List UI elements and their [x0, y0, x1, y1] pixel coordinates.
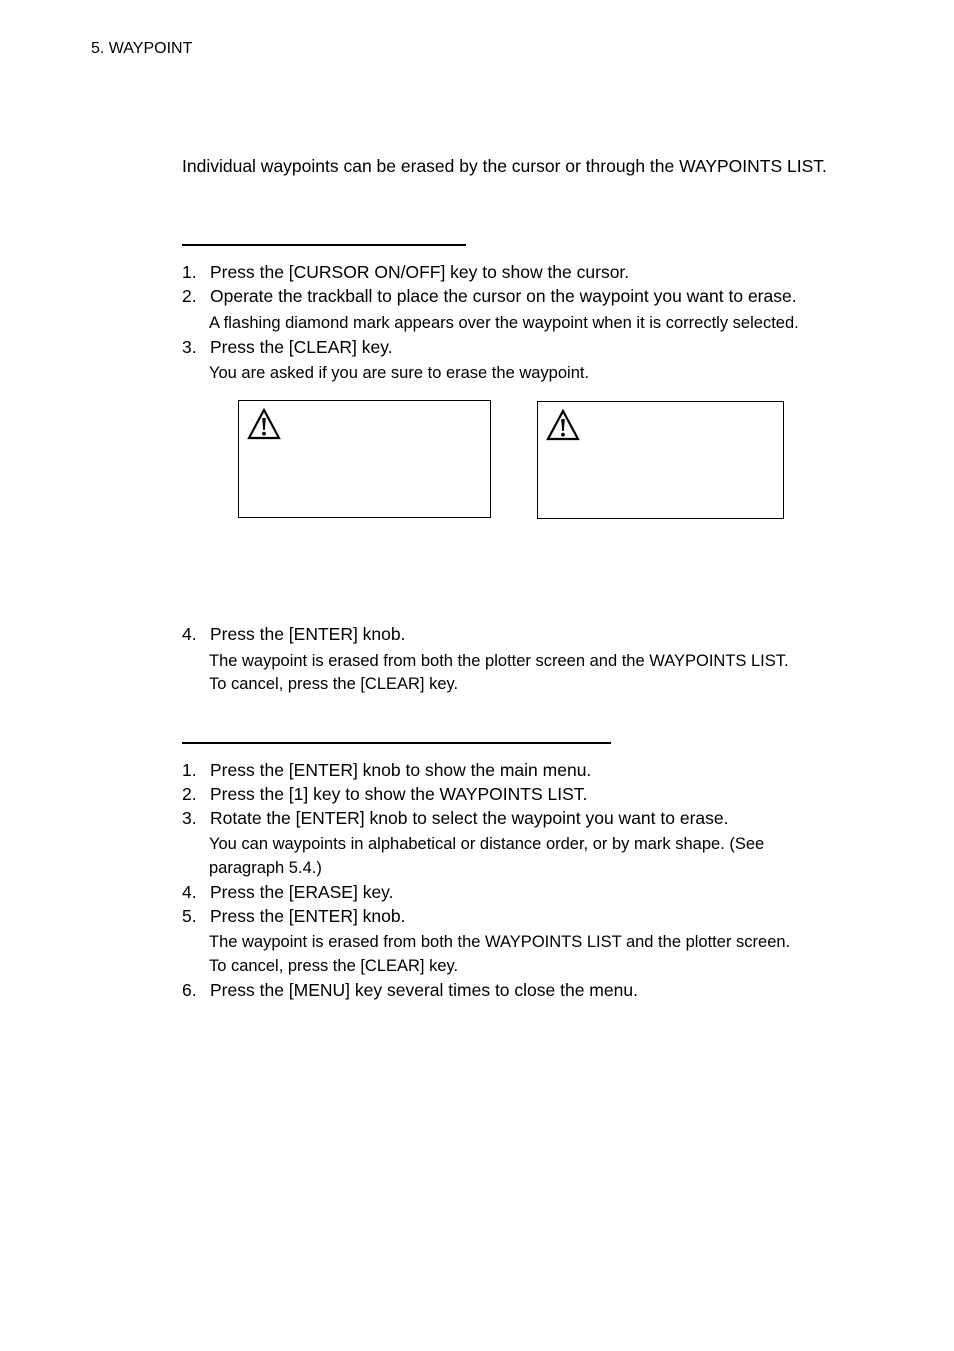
chapter-header: 5. WAYPOINT	[91, 40, 193, 57]
step-number: 6.	[182, 980, 197, 1000]
step-number: 4.	[182, 882, 197, 902]
step-text: Press the [ENTER] knob.	[210, 624, 406, 644]
step-note: paragraph 5.4.)	[209, 859, 322, 877]
step-note: The waypoint is erased from both the WAYPOINTS LIST and the plotter screen.	[209, 933, 791, 951]
step-text: Press the [MENU] key several times to close the menu.	[210, 980, 638, 1000]
step-number: 1.	[182, 760, 197, 780]
step-number: 1.	[182, 262, 197, 282]
step-number: 3.	[182, 808, 197, 828]
step-note: A flashing diamond mark appears over the waypoint when it is correctly selected.	[209, 314, 799, 332]
step-note: The waypoint is erased from both the plotter screen and the WAYPOINTS LIST.	[209, 652, 789, 670]
step-text: Press the [ENTER] knob.	[210, 906, 406, 926]
intro-paragraph: Individual waypoints can be erased by the cursor or through the WAYPOINTS LIST.	[182, 156, 827, 176]
step-text: Operate the trackball to place the cursor on the waypoint you want to erase.	[210, 286, 797, 306]
step-text: Press the [ENTER] knob to show the main menu.	[210, 760, 592, 780]
step-number: 2.	[182, 286, 197, 306]
step-number: 5.	[182, 906, 197, 926]
warning-triangle-icon	[247, 408, 281, 440]
step-note: You are asked if you are sure to erase the waypoint.	[209, 364, 590, 382]
step-number: 3.	[182, 337, 197, 357]
confirm-dialog-box	[238, 400, 491, 518]
step-text: Press the [CLEAR] key.	[210, 337, 393, 357]
section-rule-list	[182, 742, 611, 744]
step-number: 2.	[182, 784, 197, 804]
step-note: To cancel, press the [CLEAR] key.	[209, 675, 459, 693]
warning-triangle-icon	[546, 409, 580, 441]
step-number: 4.	[182, 624, 197, 644]
step-text: Press the [CURSOR ON/OFF] key to show the cursor.	[210, 262, 630, 282]
step-text: Rotate the [ENTER] knob to select the waypoint you want to erase.	[210, 808, 729, 828]
step-note: To cancel, press the [CLEAR] key.	[209, 957, 459, 975]
section-rule-cursor	[182, 244, 466, 246]
step-text: Press the [1] key to show the WAYPOINTS LIST.	[210, 784, 588, 804]
step-note: You can waypoints in alphabetical or distance order, or by mark shape. (See	[209, 835, 765, 853]
step-text: Press the [ERASE] key.	[210, 882, 394, 902]
confirm-dialog-box	[537, 401, 784, 519]
